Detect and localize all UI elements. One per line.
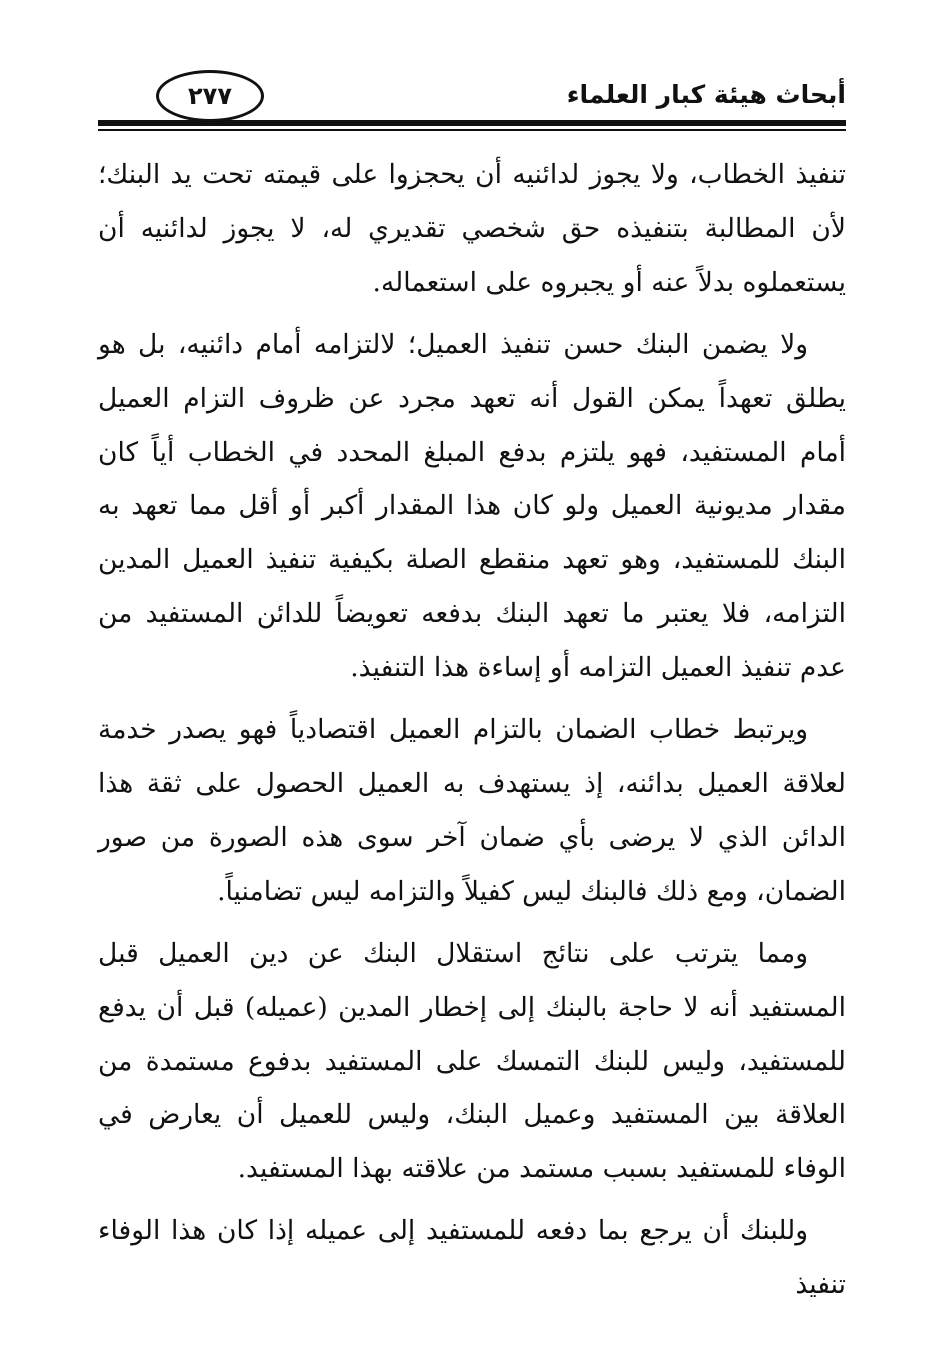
running-title: أبحاث هيئة كبار العلماء [566,80,846,109]
page-number-oval [156,70,264,122]
page-body [98,148,846,1320]
paragraph-1: تنفيذ الخطاب، ولا يجوز لدائنيه أن يحجزوا على قيمته تحت يد البنك؛ لأن المطالبة بتنفيذه حق شخصي تقديري له، لا يجوز لدائنيه أن يستعملوه بدلاً عنه أو يجبروه على استعماله. [98,159,846,298]
paragraph-3: ويرتبط خطاب الضمان بالتزام العميل اقتصادياً فهو يصدر خدمة لعلاقة العميل بدائنه، إذ يستهدف به العميل الحصول على ثقة هذا الدائن الذي لا يرضى بأي ضمان آخر سوى هذه الصورة من صور الضمان، ومع ذلك فالبنك ليس كفيلاً والتزامه ليس تضامنياً. [98,714,846,907]
paragraph-4: ومما يترتب على نتائج استقلال البنك عن دين العميل قبل المستفيد أنه لا حاجة بالبنك إلى إخطار المدين (عميله) قبل أن يدفع للمستفيد، وليس للبنك التمسك على المستفيد بدفوع مستمدة من العلاقة بين المستفيد وعميل البنك، وليس للعميل أن يعارض في الوفاء للمستفيد بسبب مستمد من علاقته بهذا المستفيد. [98,937,846,1185]
paragraph-2: ولا يضمن البنك حسن تنفيذ العميل؛ لالتزامه أمام دائنيه، بل هو يطلق تعهداً يمكن القول أنه تعهد مجرد عن ظروف التزام العميل أمام المستفيد، فهو يلتزم بدفع المبلغ المحدد في الخطاب أياً كان مقدار مديونية العميل ولو كان هذا المقدار أكبر أو أقل مما تعهد به البنك للمستفيد، وهو تعهد منقطع الصلة بكيفية تنفيذ العميل المدين التزامه، فلا يعتبر ما تعهد البنك بدفعه تعويضاً للدائن المستفيد من عدم تنفيذ العميل التزامه أو إساءة هذا التنفيذ. [98,328,846,684]
header-rule-thin [98,129,846,131]
page-number: ٢٧٧ [188,82,232,110]
paragraph-5: وللبنك أن يرجع بما دفعه للمستفيد إلى عميله إذا كان هذا الوفاء تنفيذ [98,1215,846,1301]
